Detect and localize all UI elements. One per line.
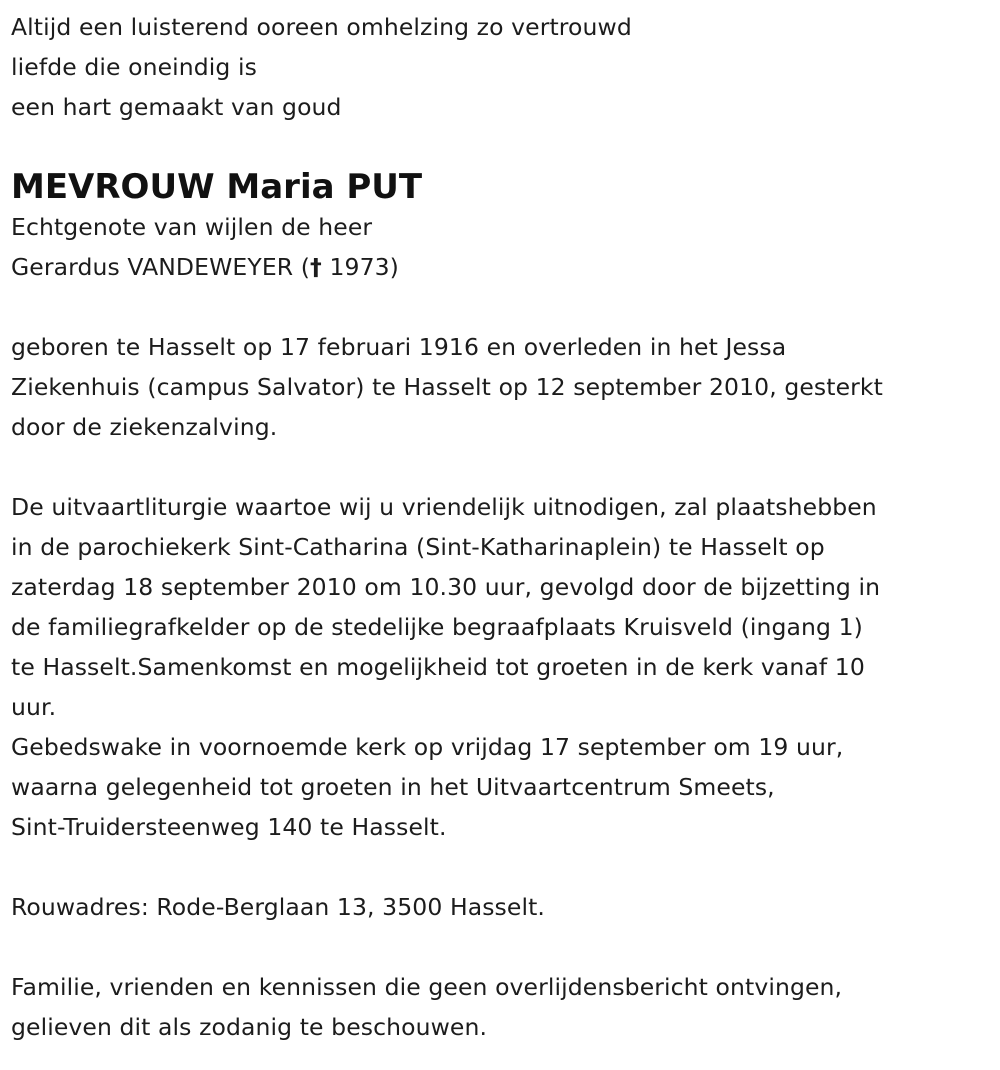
paragraph-line: te Hasselt.Samenkomst en mogelijkheid tot groeten in de kerk vanaf 10 [11, 653, 865, 681]
spouse-block [11, 207, 991, 287]
obituary-document [11, 7, 991, 1047]
paragraph-line: waarna gelegenheid tot groeten in het Uitvaartcentrum Smeets, [11, 773, 775, 801]
paragraph-line: in de parochiekerk Sint-Catharina (Sint-Katharinaplein) te Hasselt op [11, 533, 825, 561]
poem-block [11, 7, 991, 127]
spouse-name: Gerardus VANDEWEYER ( [11, 253, 311, 281]
paragraph-line: uur. [11, 693, 57, 721]
paragraph-line: door de ziekenzalving. [11, 413, 278, 441]
poem-line: een hart gemaakt van goud [11, 93, 342, 121]
paragraph-line: geboren te Hasselt op 17 februari 1916 en overleden in het Jessa [11, 333, 787, 361]
paragraph-line: zaterdag 18 september 2010 om 10.30 uur, gevolgd door de bijzetting in [11, 573, 881, 601]
paragraph-line: Sint-Truidersteenweg 140 te Hasselt. [11, 813, 447, 841]
spouse-intro: Echtgenote van wijlen de heer [11, 213, 373, 241]
mourning-address: Rouwadres: Rode-Berglaan 13, 3500 Hasselt. [11, 893, 545, 921]
cross-icon: † [310, 253, 322, 281]
paragraph-line: de familiegrafkelder op de stedelijke begraafplaats Kruisveld (ingang 1) [11, 613, 863, 641]
spouse-death-year: 1973) [321, 253, 399, 281]
spacer [11, 287, 991, 327]
poem-line: Altijd een luisterend ooreen omhelzing zo vertrouwd [11, 13, 632, 41]
birth-death-paragraph [11, 327, 991, 447]
paragraph-line: Gebedswake in voornoemde kerk op vrijdag 17 september om 19 uur, [11, 733, 844, 761]
spacer [11, 927, 991, 967]
spacer [11, 847, 991, 887]
paragraph-line: Ziekenhuis (campus Salvator) te Hasselt op 12 september 2010, gesterkt [11, 373, 883, 401]
paragraph-line: De uitvaartliturgie waartoe wij u vriendelijk uitnodigen, zal plaatshebben [11, 493, 877, 521]
poem-line: liefde die oneindig is [11, 53, 257, 81]
closing-paragraph [11, 967, 991, 1047]
funeral-paragraph [11, 487, 991, 847]
spouse-name-line [11, 247, 991, 287]
paragraph-line: gelieven dit als zodanig te beschouwen. [11, 1013, 488, 1041]
paragraph-line: Familie, vrienden en kennissen die geen overlijdensbericht ontvingen, [11, 973, 843, 1001]
spacer [11, 447, 991, 487]
deceased-name: MEVROUW Maria PUT [11, 167, 423, 207]
